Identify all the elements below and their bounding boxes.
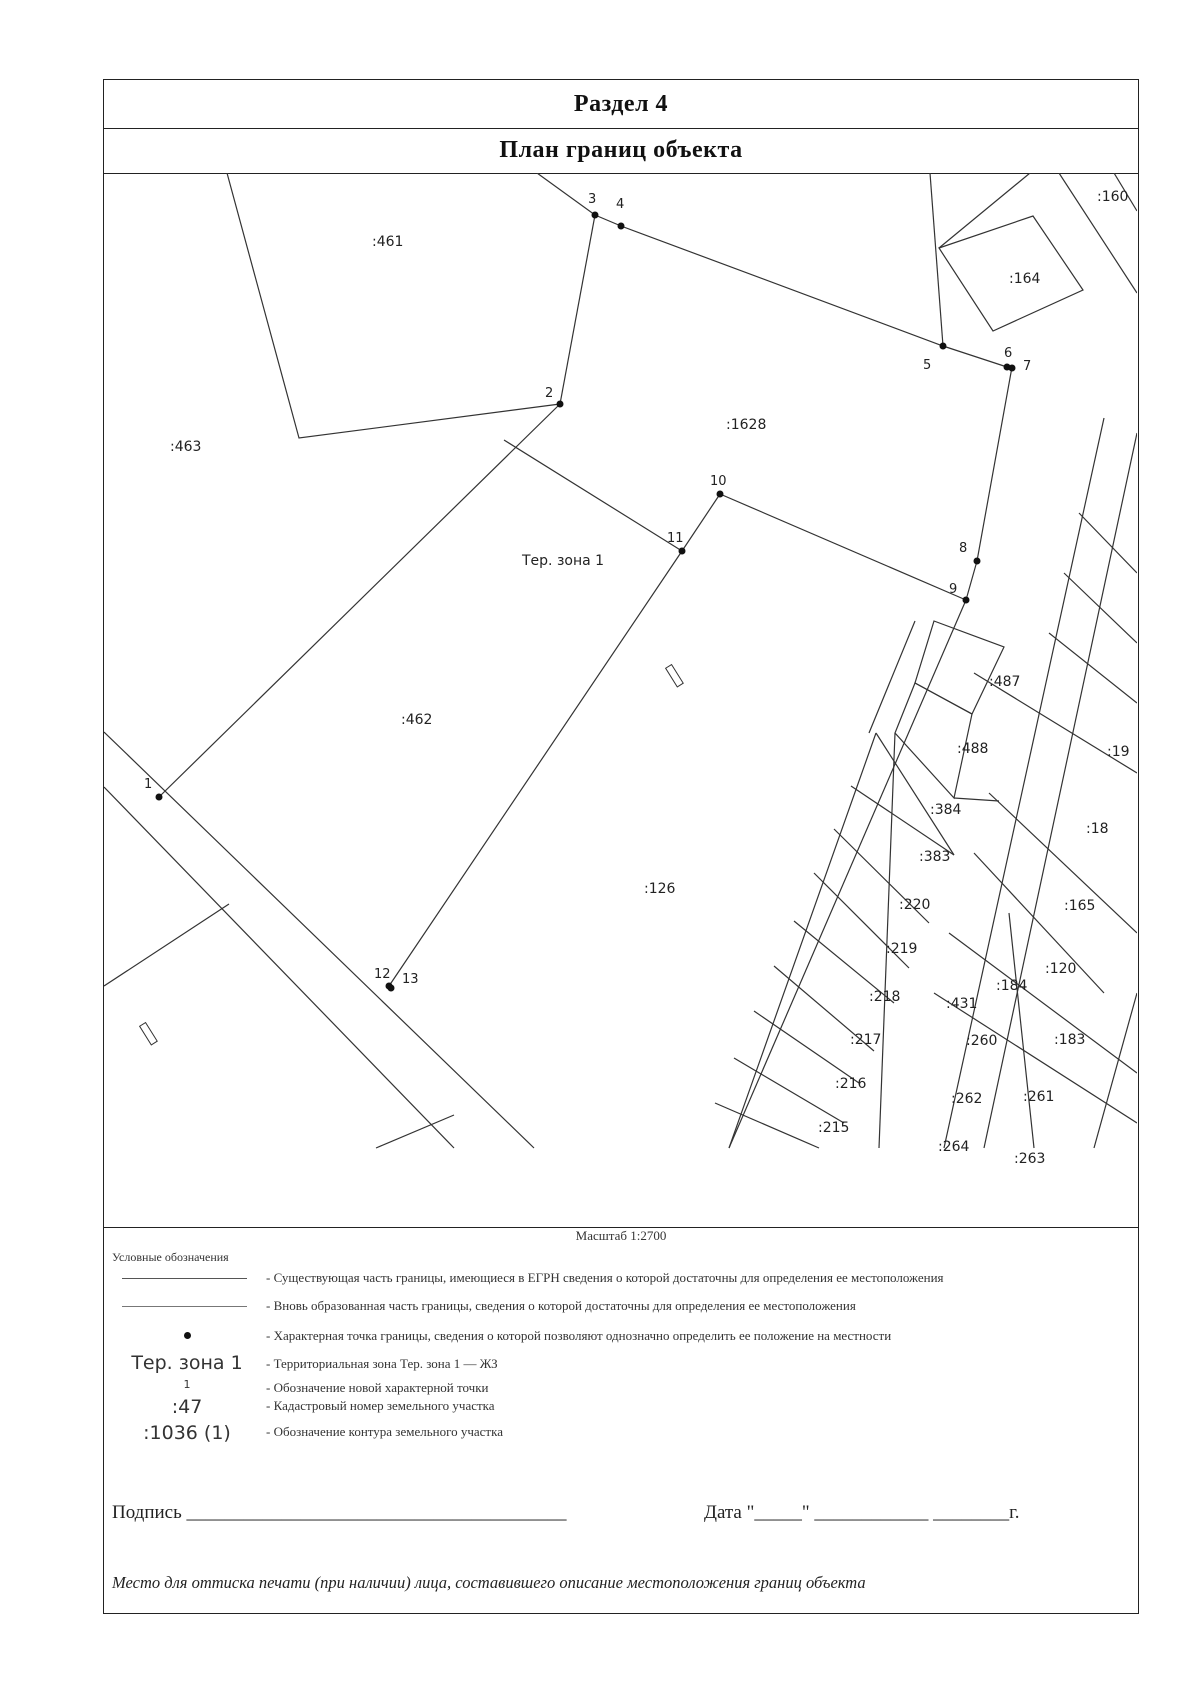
parcel-label-487: :487 [989,674,1021,690]
strip-line-9 [715,1103,819,1148]
block-line-1 [954,798,999,801]
strip-line-8 [734,1058,844,1123]
legend-existing-line-symbol [112,1266,262,1292]
legend [112,1250,1132,1444]
parcel-label-220: :220 [899,897,931,913]
block-line-4 [1064,573,1137,643]
parcel-label-183: :183 [1054,1032,1086,1048]
boundary-point-11 [679,548,686,555]
point-label-9: 9 [949,582,958,597]
boundary-top [537,173,1007,367]
boundary-point-2 [557,401,564,408]
legend-title: Условные обозначения [112,1250,229,1264]
point-label-12: 12 [374,967,391,982]
parcel-label-261: :261 [1023,1089,1055,1105]
block-line-3 [1079,513,1137,573]
boundary-point-1 [156,794,163,801]
boundary-point-7 [1009,365,1016,372]
boundary-point-10 [717,491,724,498]
parcel-label-18: :18 [1086,821,1109,837]
point-label-13: 13 [402,972,419,987]
legend-contour-symbol: :1036 (1) [143,1422,231,1444]
boundary-7-9 [966,367,1012,600]
legend-row-existing [112,1266,1132,1292]
stamp-note: Место для оттиска печати (при наличии) лица, составившего описание местоположения границ объекта [112,1573,866,1592]
road-edge-upper [104,732,534,1148]
parcel-label-215: :215 [818,1120,850,1136]
point-label-11: 11 [667,531,684,546]
point-label-2: 2 [545,386,554,401]
structure-symbol-1 [666,665,684,687]
parcel-label-120: :120 [1045,961,1077,977]
parcel-label-431: :431 [946,996,978,1012]
boundary-plan-map [104,173,1137,1227]
parcel-label-1628: :1628 [726,417,767,433]
parcel-label-160: :160 [1097,189,1129,205]
parcel-462-top [504,440,682,551]
boundary-9-10 [720,494,966,600]
legend-point-symbol [112,1324,262,1350]
point-label-8: 8 [959,541,968,556]
parcel-label-263: :263 [1014,1151,1046,1167]
point-label-5: 5 [923,358,932,373]
strip-line-1 [876,733,954,855]
plan-title: План границ объекта [104,128,1138,174]
point-label-3: 3 [588,192,597,207]
strip-line-2 [851,786,954,855]
section-title: Раздел 4 [104,80,1138,129]
parcel-label-126: :126 [644,881,676,897]
parcel-label-488: :488 [957,741,989,757]
boundary-10-11 [682,494,720,551]
signature-line: Подпись ________________________________________ [112,1502,567,1523]
parcel-label-165: :165 [1064,898,1096,914]
boundary-2-1 [159,404,560,797]
zone-label: Тер. зона 1 [522,553,605,569]
block-line-6 [989,793,1137,933]
map-svg [104,173,1137,1227]
parcel-label-164: :164 [1009,271,1041,287]
legend-text-new: - Вновь образованная часть границы, сведения о которой достаточны для определения ее местоположения [266,1298,856,1313]
boundary-point-9 [963,597,970,604]
legend-zone-symbol: Тер. зона 1 [131,1352,243,1374]
parcel-label-184: :184 [996,978,1028,994]
parcel-label-461: :461 [372,234,404,250]
street-edge-right-top [869,621,915,733]
legend-new-line-symbol [112,1294,262,1320]
boundary-point-4 [618,223,625,230]
legend-text-point: - Характерная точка границы, сведения о которой позволяют однозначно определить ее положение на местности [266,1328,892,1343]
document-frame [103,79,1139,1614]
point-label-7: 7 [1023,359,1032,374]
parcel-label-264: :264 [938,1139,970,1155]
block-line-10 [1009,913,1034,1148]
point-label-1: 1 [144,777,153,792]
boundary-point-5 [940,343,947,350]
parcel-label-260: :260 [966,1033,998,1049]
strip-line-7 [754,1011,859,1083]
parcel-label-262: :262 [951,1091,983,1107]
date-line: Дата "_____" ____________ ________г. [704,1502,1020,1523]
parcel-label-463: :463 [170,439,202,455]
parcel-label-383: :383 [919,849,951,865]
boundary-3-2 [560,215,595,404]
legend-row-point [112,1324,1132,1350]
legend-row-cadastral [112,1394,1132,1420]
legend-row-new [112,1294,1132,1320]
point-label-10: 10 [710,474,727,489]
parcel-edge-2 [939,173,1030,248]
point-label-4: 4 [616,197,625,212]
parcel-label-384: :384 [930,802,962,818]
boundary-11-12 [389,551,682,986]
parcel-label-462: :462 [401,712,433,728]
legend-cadastral-symbol: :47 [171,1396,203,1418]
parcel-label-216: :216 [835,1076,867,1092]
legend-row-contour [112,1420,1132,1446]
boundary-point-13 [388,985,395,992]
parcel-label-219: :219 [886,941,918,957]
parcel-487-outline [915,621,1004,714]
legend-text-zone: - Территориальная зона Тер. зона 1 — ЖЗ [266,1356,498,1371]
parcel-label-218: :218 [869,989,901,1005]
block-line-5 [1049,633,1137,703]
parcel-label-217: :217 [850,1032,882,1048]
parcel-edge-5 [104,904,229,986]
legend-text-new-point: - Обозначение новой характерной точки [266,1380,489,1395]
structure-symbol-2 [140,1023,158,1045]
legend-text-existing: - Существующая часть границы, имеющиеся в ЕГРН сведения о которой достаточны для определения ее местоположения [266,1270,944,1285]
parcel-edge-6 [376,1115,454,1148]
boundary-point-8 [974,558,981,565]
legend-text-contour: - Обозначение контура земельного участка [266,1424,503,1439]
point-label-6: 6 [1004,346,1013,361]
block-line-11 [1094,993,1137,1148]
legend-text-cadastral: - Кадастровый номер земельного участка [266,1398,495,1413]
parcel-edge-1 [930,173,943,346]
street-edge-left [729,600,966,1148]
parcel-461-outline [227,173,560,438]
boundary-point-3 [592,212,599,219]
legend-new-point-symbol: 1 [183,1378,191,1391]
legend-row-zone [112,1352,1132,1378]
parcel-label-19: :19 [1107,744,1130,760]
scale-label: Масштаб 1:2700 [575,1228,667,1243]
